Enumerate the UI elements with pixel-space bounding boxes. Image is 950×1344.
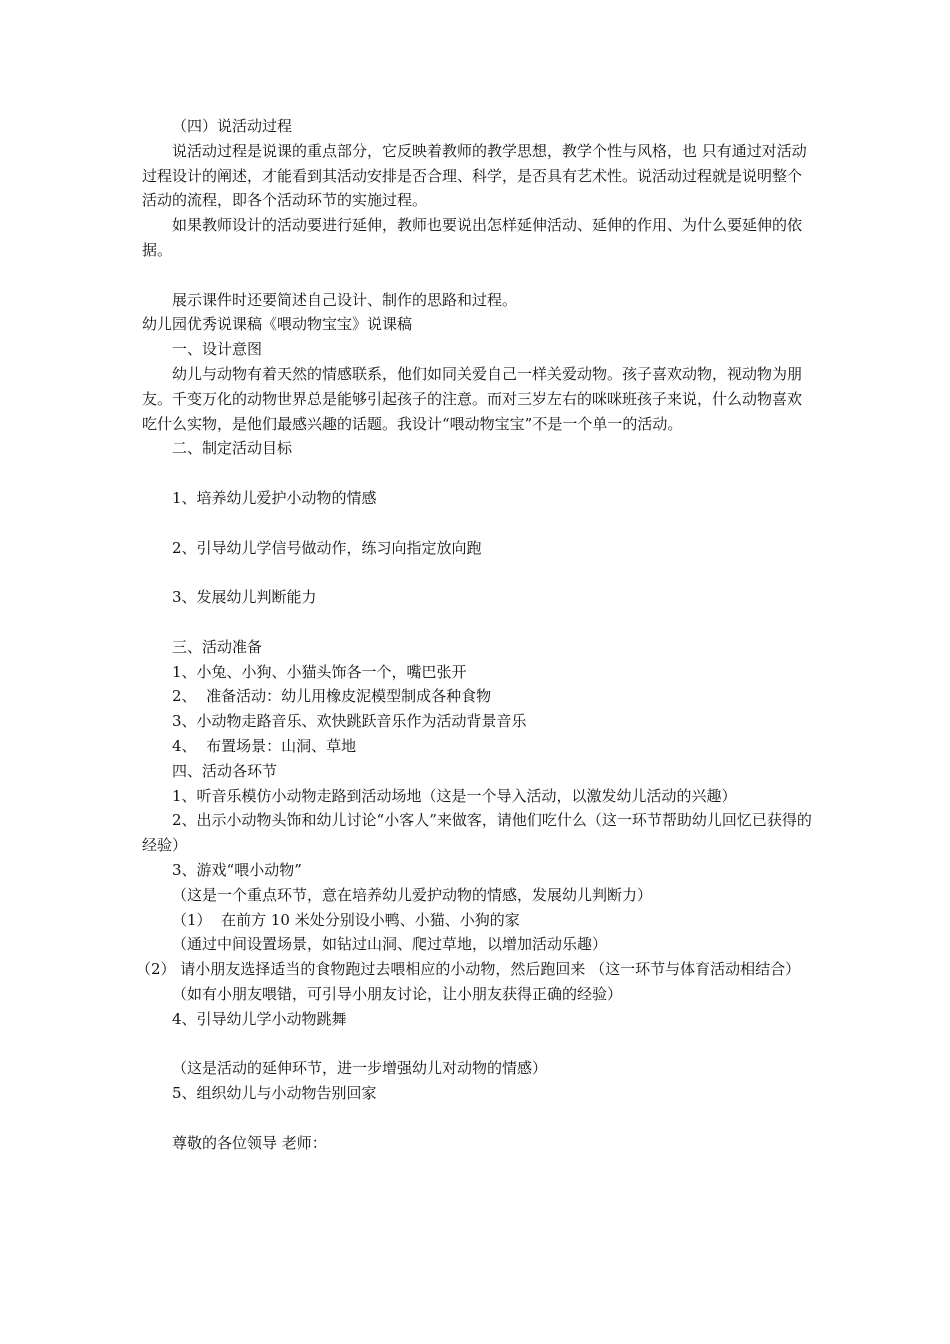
list-item: 5、组织幼儿与小动物告别回家 [172, 1084, 377, 1103]
paragraph: 如果教师设计的活动要进行延伸，教师也要说出怎样延伸活动、延伸的作用、为什么要延伸的依据。 [142, 216, 803, 259]
list-item: 4、 布置场景：山洞、草地 [172, 736, 357, 755]
blank-line [142, 461, 812, 486]
paragraph: 说活动过程是说课的重点部分，它反映着教师的教学思想，教学个性与风格，也 只有通过对活动过程设计的阐述，才能看到其活动安排是否合理、科学，是否具有艺术性。说活动过程就是说明整个活动的流程，即各个活动环节的实施过程。 [142, 141, 807, 210]
list-item: 1、听音乐模仿小动物走路到活动场地（这是一个导入活动，以激发幼儿活动的兴趣） [172, 786, 737, 805]
blank-line [142, 511, 812, 536]
salutation: 尊敬的各位领导 老师： [172, 1133, 327, 1152]
document-body [136, 114, 812, 1155]
article-title: 幼儿园优秀说课稿《喂动物宝宝》说课稿 [142, 315, 413, 334]
sub-item: （1） 在前方 10 米处分别设小鸭、小猫、小狗的家 [172, 910, 520, 929]
blank-line [142, 610, 812, 635]
list-item: 2、出示小动物头饰和幼儿讨论“小客人”来做客，请他们吃什么（这一环节帮助幼儿回忆已获得的经验） [142, 811, 812, 855]
paragraph: 展示课件时还要简述自己设计、制作的思路和过程。 [172, 290, 518, 309]
list-item: 3、发展幼儿判断能力 [172, 588, 317, 607]
list-item: 3、小动物走路音乐、欢快跳跃音乐作为活动背景音乐 [172, 712, 527, 731]
sub-item: （2） 请小朋友选择适当的食物跑过去喂相应的小动物，然后跑回来 （这一环节与体育活动相结合） [136, 960, 801, 979]
section-heading: 三、活动准备 [172, 637, 263, 656]
list-item: 4、引导幼儿学小动物跳舞 [172, 1009, 347, 1028]
blank-line [142, 1106, 812, 1131]
list-item: 2、引导幼儿学信号做动作，练习向指定放向跑 [172, 538, 482, 557]
note: （这是活动的延伸环节，进一步增强幼儿对动物的情感） [172, 1059, 548, 1078]
blank-line [142, 263, 812, 288]
section-heading: 一、设计意图 [172, 340, 263, 359]
list-item: 2、 准备活动：幼儿用橡皮泥模型制成各种食物 [172, 687, 492, 706]
note: （通过中间设置场景，如钻过山洞、爬过草地，以增加活动乐趣） [172, 935, 608, 954]
section-heading: 二、制定活动目标 [172, 439, 293, 458]
section-heading: 四、活动各环节 [172, 761, 278, 780]
note: （如有小朋友喂错，可引导小朋友讨论，让小朋友获得正确的经验） [172, 984, 623, 1003]
blank-line [142, 1031, 812, 1056]
section-heading: （四）说活动过程 [172, 117, 293, 135]
blank-line [142, 560, 812, 585]
list-item: 1、小兔、小狗、小猫头饰各一个，嘴巴张开 [172, 662, 467, 681]
list-item: 1、培养幼儿爱护小动物的情感 [172, 488, 377, 507]
list-item: 3、游戏“喂小动物” [172, 860, 302, 879]
note: （这是一个重点环节，意在培养幼儿爱护动物的情感，发展幼儿判断力） [172, 885, 653, 904]
paragraph: 幼儿与动物有着天然的情感联系，他们如同关爱自己一样关爱动物。孩子喜欢动物，视动物为朋友。千变万化的动物世界总是能够引起孩子的注意。而对三岁左右的咪咪班孩子来说，什么动物喜欢吃什么实物，是他们最感兴趣的话题。我设计“喂动物宝宝”不是一个单一的活动。 [142, 364, 803, 433]
